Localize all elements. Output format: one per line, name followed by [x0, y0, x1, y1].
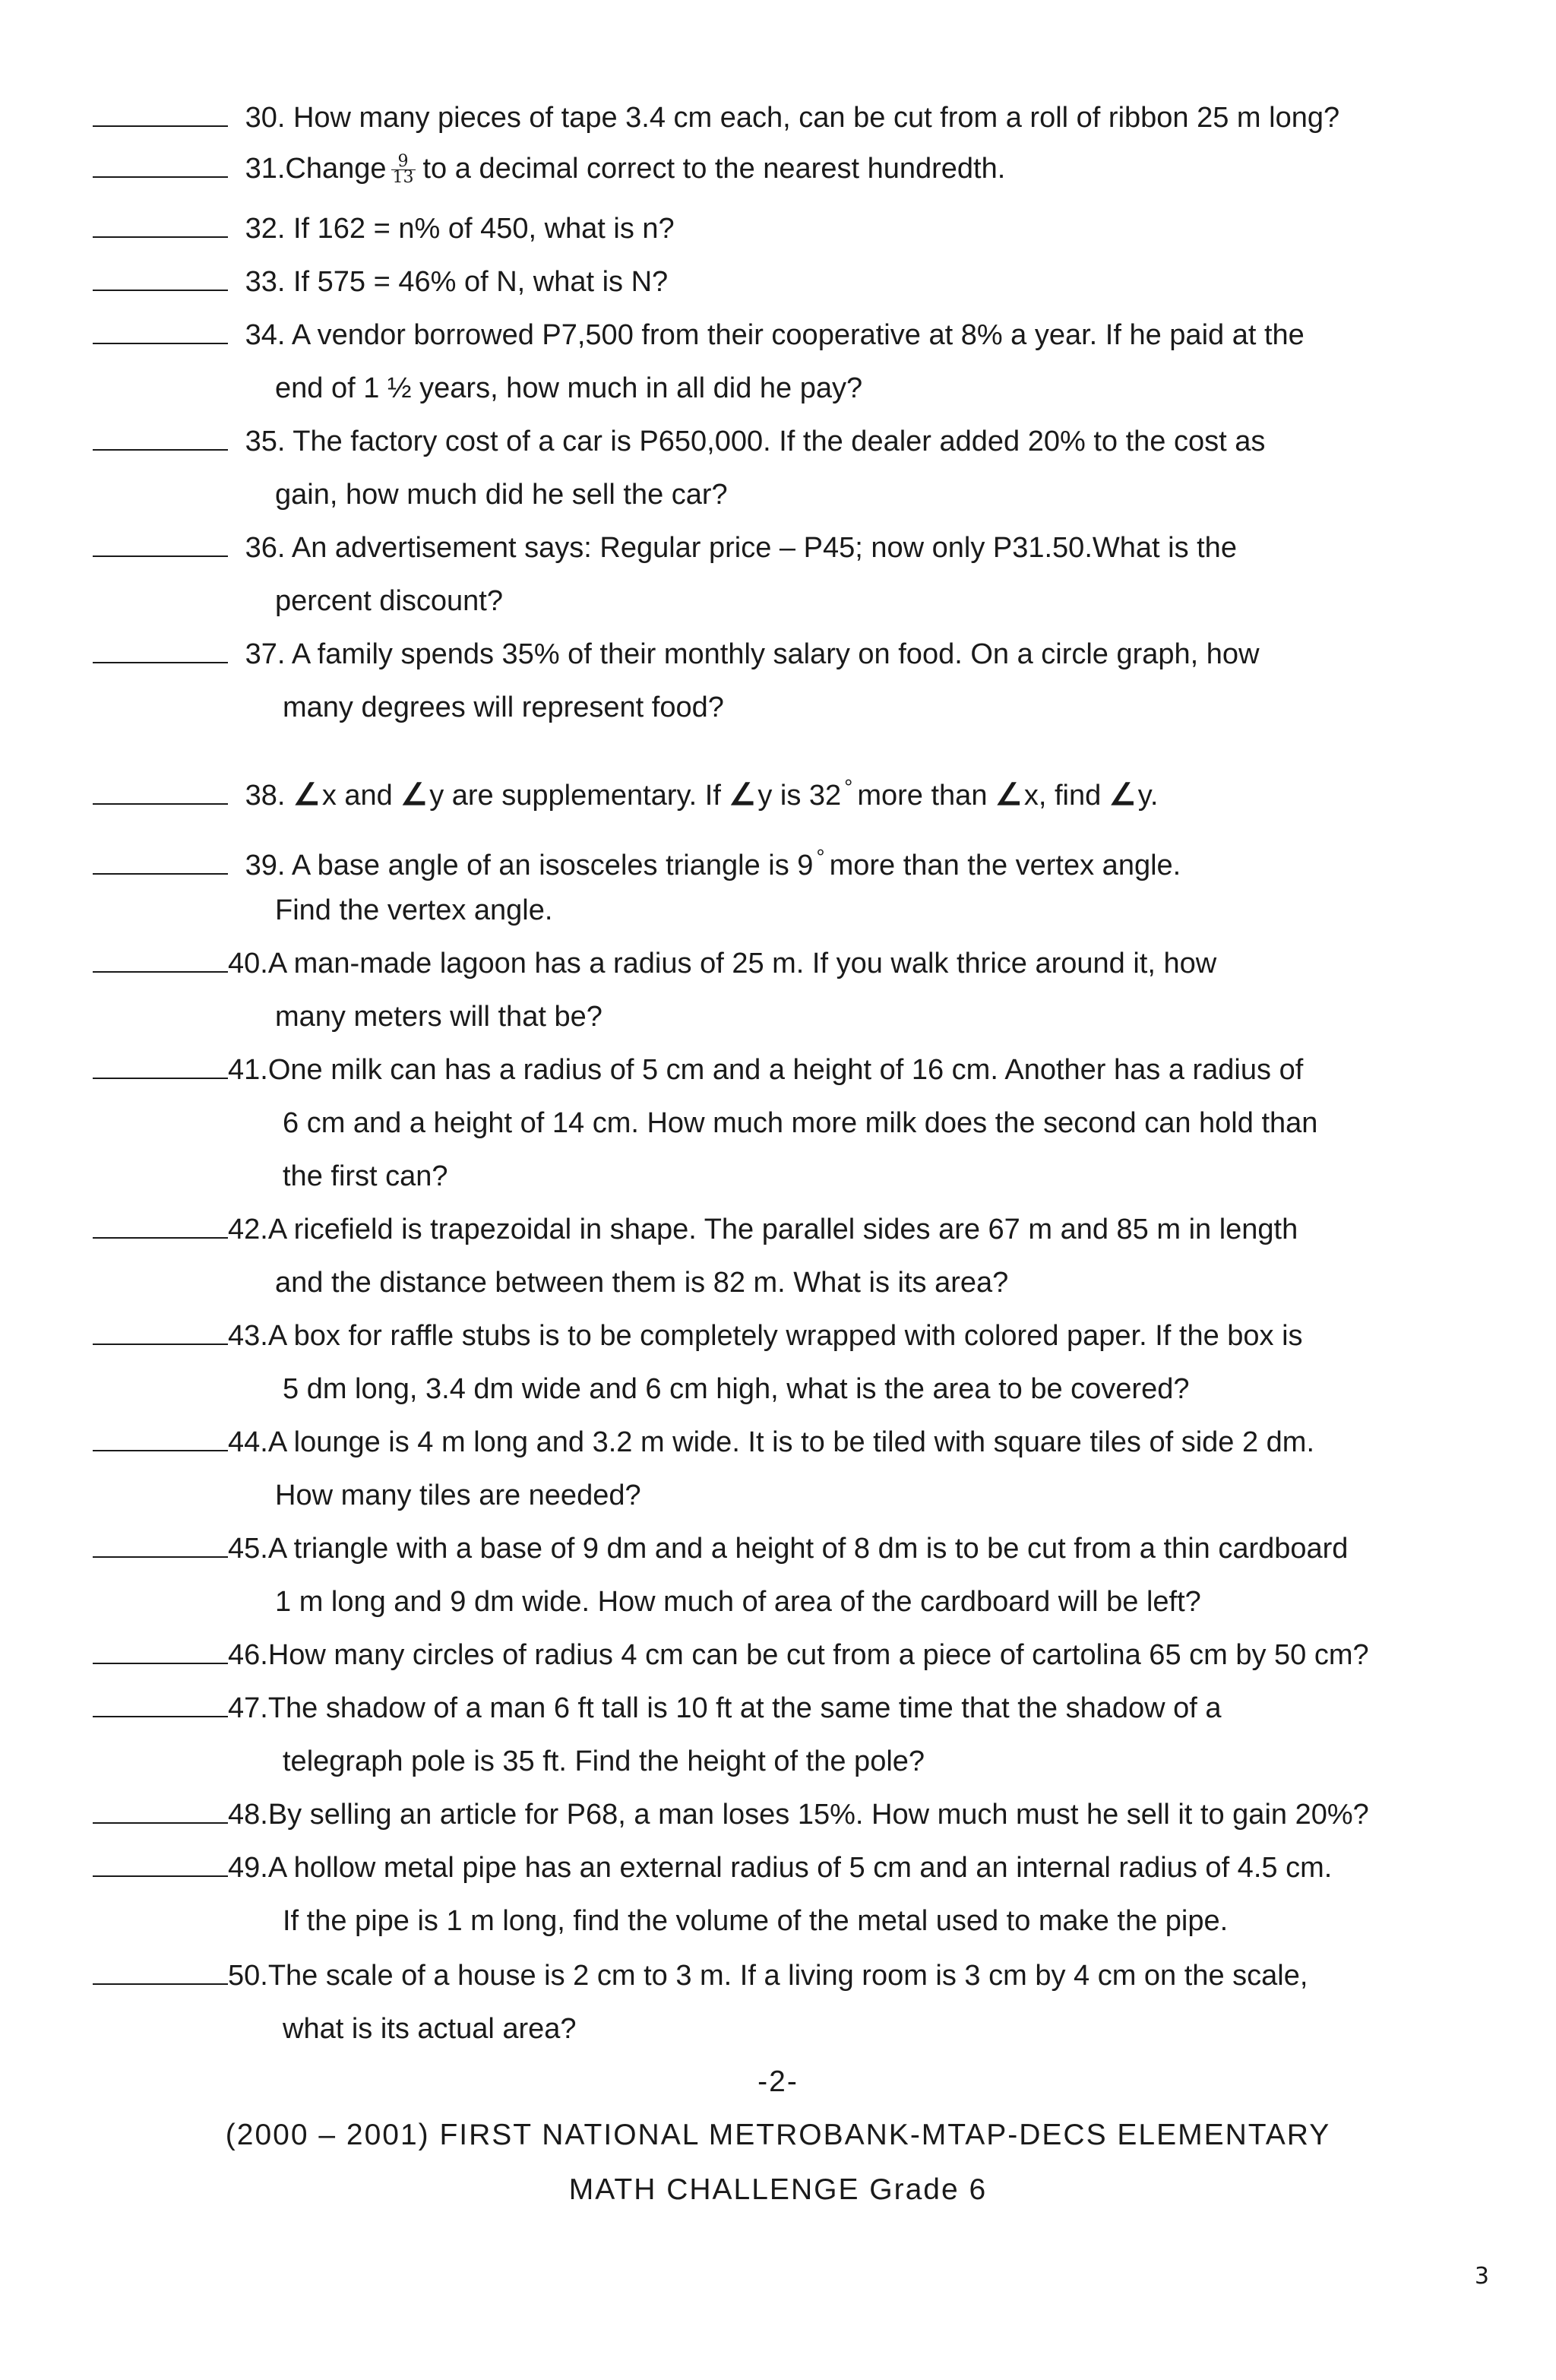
angle-icon: ∠	[293, 778, 321, 812]
question-47	[93, 1690, 1222, 1726]
question-number: 44.	[228, 1426, 268, 1458]
answer-blank[interactable]	[93, 1853, 228, 1877]
answer-blank[interactable]	[93, 533, 228, 557]
question-number: 35.	[245, 426, 286, 457]
question-text: A man-made lagoon has a radius of 25 m. If you walk thrice around it, how	[267, 948, 1217, 980]
answer-blank[interactable]	[93, 1533, 228, 1558]
question-text: The shadow of a man 6 ft tall is 10 ft at the same time that the shadow of a	[267, 1692, 1222, 1724]
question-text: How many pieces of tape 3.4 cm each, can be cut from a roll of ribbon 25 m long?	[293, 102, 1340, 134]
angle-icon: ∠	[1108, 778, 1137, 812]
answer-blank[interactable]	[93, 103, 228, 127]
question-39: 39. A base angle of an isosceles triangle is 9 ° more than the vertex angle.	[93, 839, 1181, 884]
question-number: 50.	[228, 1960, 268, 1992]
degree-symbol: °	[816, 845, 825, 869]
question-text: A vendor borrowed P7,500 from their cooperative at 8% a year. If he paid at the	[291, 319, 1305, 351]
question-text: A ricefield is trapezoidal in shape. The parallel sides are 67 m and 85 m in length	[267, 1214, 1298, 1245]
answer-blank[interactable]	[93, 780, 228, 805]
question-44-continued: How many tiles are needed?	[275, 1480, 641, 1511]
question-35	[93, 423, 1265, 460]
answer-blank[interactable]	[93, 214, 228, 238]
question-36-continued: percent discount?	[275, 585, 503, 617]
question-number: 49.	[228, 1852, 268, 1884]
question-42-continued: and the distance between them is 82 m. What is its area?	[275, 1267, 1009, 1299]
answer-blank[interactable]	[93, 267, 228, 291]
question-number: 42.	[228, 1214, 268, 1245]
contest-title: (2000 – 2001) FIRST NATIONAL METROBANK-MTAP-DECS ELEMENTARY	[225, 2119, 1331, 2151]
answer-blank[interactable]	[93, 1693, 228, 1717]
question-text: If 575 = 46% of N, what is N?	[293, 266, 669, 298]
question-41-continued-2: the first can?	[283, 1160, 448, 1192]
question-37	[93, 636, 1260, 673]
question-number: 41.	[228, 1054, 268, 1086]
question-number: 43.	[228, 1320, 268, 1352]
question-text: By selling an article for P68, a man loses 15%. How much must he sell it to gain 20%?	[267, 1799, 1369, 1831]
question-number: 46.	[228, 1639, 268, 1671]
page-number: 3	[1474, 2263, 1489, 2290]
question-33	[93, 264, 668, 300]
question-text: A hollow metal pipe has an external radius of 5 cm and an internal radius of 4.5 cm.	[267, 1852, 1333, 1884]
question-39-continued: Find the vertex angle.	[275, 894, 553, 926]
question-38: 38. ∠x and ∠y are supplementary. If ∠y is 32 ° more than ∠x, find ∠y.	[93, 769, 1158, 814]
contest-subtitle: MATH CHALLENGE Grade 6	[568, 2173, 988, 2206]
question-49	[93, 1850, 1332, 1886]
question-45-continued: 1 m long and 9 dm wide. How much of area of the cardboard will be left?	[275, 1586, 1201, 1618]
question-42	[93, 1211, 1298, 1248]
question-number: 32.	[245, 213, 286, 245]
question-text: One milk can has a radius of 5 cm and a height of 16 cm. Another has a radius of	[267, 1054, 1304, 1086]
question-43	[93, 1318, 1303, 1354]
question-text: A base angle of an isosceles triangle is 9	[291, 850, 814, 881]
question-34	[93, 317, 1305, 353]
question-number: 37.	[245, 638, 286, 670]
question-number: 33.	[245, 266, 286, 298]
question-50	[93, 1957, 1308, 1994]
question-number: 47.	[228, 1692, 268, 1724]
answer-blank[interactable]	[93, 1055, 228, 1079]
answer-blank[interactable]	[93, 1321, 228, 1345]
answer-blank[interactable]	[93, 1427, 228, 1451]
answer-blank[interactable]	[93, 320, 228, 344]
question-35-continued: gain, how much did he sell the car?	[275, 479, 728, 511]
answer-blank[interactable]	[93, 1640, 228, 1664]
fraction: $\frac{9}{13}$	[392, 152, 414, 188]
question-text: A triangle with a base of 9 dm and a height of 8 dm is to be cut from a thin cardboard	[267, 1533, 1349, 1565]
question-number: 45.	[228, 1533, 268, 1565]
question-45	[93, 1530, 1348, 1567]
question-text: A family spends 35% of their monthly salary on food. On a circle graph, how	[291, 638, 1260, 670]
question-44	[93, 1424, 1314, 1461]
question-number: 30.	[245, 102, 286, 134]
answer-blank[interactable]	[93, 1214, 228, 1239]
question-48	[93, 1796, 1369, 1833]
answer-blank[interactable]	[93, 1799, 228, 1824]
question-41	[93, 1052, 1303, 1088]
degree-symbol: °	[844, 775, 853, 799]
answer-blank[interactable]	[93, 850, 228, 875]
angle-icon: ∠	[400, 778, 429, 812]
question-41-continued: 6 cm and a height of 14 cm. How much more milk does the second can hold than	[283, 1107, 1318, 1139]
question-text: A box for raffle stubs is to be completely wrapped with colored paper. If the box is	[267, 1320, 1303, 1352]
question-46	[93, 1637, 1369, 1673]
question-number: 34.	[245, 319, 286, 351]
question-text: How many circles of radius 4 cm can be cut from a piece of cartolina 65 cm by 50 cm?	[267, 1639, 1369, 1671]
question-number: 39.	[245, 850, 286, 881]
question-49-continued: If the pipe is 1 m long, find the volume of the metal used to make the pipe.	[283, 1905, 1229, 1937]
question-text: An advertisement says: Regular price – P45; now only P31.50.What is the	[291, 532, 1237, 564]
question-40-continued: many meters will that be?	[275, 1001, 602, 1033]
question-number: 36.	[245, 532, 286, 564]
question-40	[93, 945, 1216, 982]
question-43-continued: 5 dm long, 3.4 dm wide and 6 cm high, what is the area to be covered?	[283, 1373, 1190, 1405]
question-number: 38.	[245, 780, 286, 812]
question-36	[93, 530, 1237, 566]
question-text: to a decimal correct to the nearest hundredth.	[422, 153, 1006, 185]
answer-blank[interactable]	[93, 1961, 228, 1985]
question-number: 48.	[228, 1799, 268, 1831]
question-text: The scale of a house is 2 cm to 3 m. If a living room is 3 cm by 4 cm on the scale,	[267, 1960, 1308, 1992]
angle-icon: ∠	[995, 778, 1023, 812]
angle-icon: ∠	[729, 778, 757, 812]
answer-blank[interactable]	[93, 639, 228, 663]
question-text: The factory cost of a car is P650,000. If the dealer added 20% to the cost as	[293, 426, 1266, 457]
question-number: 40.	[228, 948, 268, 980]
question-34-continued: end of 1 ½ years, how much in all did he pay?	[275, 372, 863, 404]
answer-blank[interactable]	[93, 948, 228, 973]
answer-blank[interactable]	[93, 426, 228, 451]
question-text: If 162 = n% of 450, what is n?	[293, 213, 675, 245]
question-30	[93, 100, 1339, 136]
question-text: A lounge is 4 m long and 3.2 m wide. It is to be tiled with square tiles of side 2 dm.	[267, 1426, 1315, 1458]
question-47-continued: telegraph pole is 35 ft. Find the height of the pole?	[283, 1745, 925, 1777]
question-number: 31.Change	[245, 153, 387, 185]
question-32	[93, 210, 675, 247]
question-37-continued: many degrees will represent food?	[283, 692, 724, 723]
answer-blank[interactable]	[93, 153, 228, 178]
question-50-continued: what is its actual area?	[283, 2013, 577, 2045]
page-label: -2-	[757, 2065, 799, 2098]
question-31	[93, 150, 1005, 187]
